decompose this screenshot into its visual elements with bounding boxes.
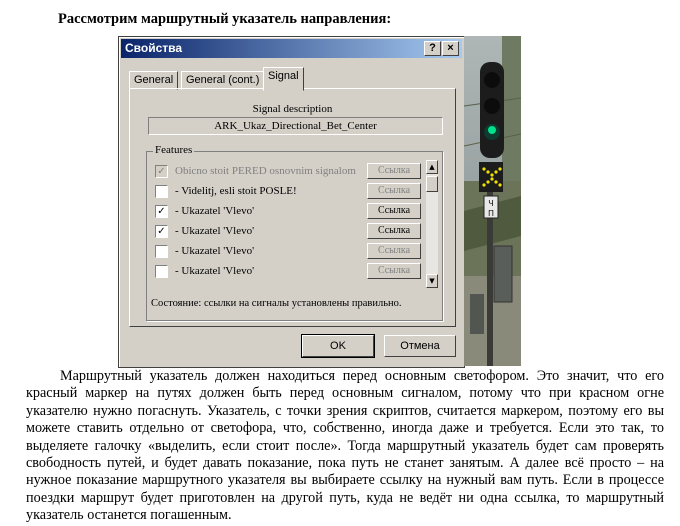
feature-row [151, 222, 423, 241]
scroll-up-icon[interactable]: ▲ [426, 160, 438, 174]
dialog-titlebar[interactable] [121, 39, 462, 58]
green-light-icon [488, 126, 496, 134]
ok-button[interactable]: OK [302, 335, 374, 357]
features-group [146, 144, 443, 321]
scroll-thumb[interactable] [426, 176, 438, 192]
feature-label: - Ukazatel 'Vlevo' [175, 205, 255, 217]
feature-checkbox[interactable]: ✓ [155, 225, 168, 238]
feature-row [151, 242, 423, 261]
equipment-box [470, 294, 484, 334]
feature-link-button[interactable]: Ссылка [367, 183, 421, 199]
feature-checkbox[interactable] [155, 265, 168, 278]
feature-label: - Ukazatel 'Vlevo' [175, 245, 255, 257]
status-text: Состояние: ссылки на сигналы установлены правильно. [151, 298, 402, 309]
feature-checkbox[interactable]: ✓ [155, 165, 168, 178]
feature-label: - Videlitj, esli stoit POSLE! [175, 185, 297, 197]
feature-row [151, 162, 423, 181]
page-heading: Рассмотрим маршрутный указатель направления: [58, 11, 392, 27]
feature-row [151, 202, 423, 221]
feature-row [151, 182, 423, 201]
feature-checkbox[interactable] [155, 185, 168, 198]
signal-description-field[interactable]: ARK_Ukaz_Directional_Bet_Center [148, 117, 443, 135]
feature-row [151, 262, 423, 281]
feature-link-button[interactable]: Ссылка [367, 263, 421, 279]
relay-box [494, 246, 512, 302]
signal-panel [129, 88, 456, 327]
properties-dialog [118, 36, 465, 368]
feature-checkbox[interactable]: ✓ [155, 205, 168, 218]
feature-link-button[interactable]: Ссылка [367, 163, 421, 179]
tab-general[interactable]: General [129, 71, 178, 90]
feature-label: - Ukazatel 'Vlevo' [175, 225, 255, 237]
tab-signal[interactable]: Signal [263, 67, 304, 91]
scroll-down-icon[interactable]: ▼ [426, 274, 438, 288]
feature-checkbox[interactable] [155, 245, 168, 258]
signal-photo [464, 36, 521, 366]
signal-illustration [464, 36, 521, 366]
feature-link-button[interactable]: Ссылка [367, 243, 421, 259]
route-indicator [479, 162, 503, 192]
svg-text:Ч: Ч [488, 199, 494, 208]
features-list [151, 162, 423, 286]
cancel-button[interactable]: Отмена [384, 335, 456, 357]
body-paragraph: Маршрутный указатель должен находиться перед основным светофором. Это значит, что его красный маркер на путях должен быть перед основным сигналом, потому что при красном огне указателю нужно погаснуть. Указатель, с точки зрения скриптов, считается маркером, поэтому его вы можете ставить отдельно от светофора, что, собственно, иногда даже и требуется. Если это так, то выделяете галочку «выделить, если стоит после». Тогда маршрутный указатель будет сам проверять свободность путей, и будет давать показание, пока путь не станет занятым. А далее всё просто – на нужное показание маршрутного указателя вы выбираете ссылку на нужный вам путь. Если в процессе поездки маршрут будет приготовлен на другой путь, куда не ведёт ни одна ссылка, то маршрутный указатель останется погашенным. [26, 368, 664, 524]
help-button[interactable]: ? [424, 41, 441, 56]
dialog-title: Свойства [125, 41, 183, 55]
feature-label: - Ukazatel 'Vlevo' [175, 265, 255, 277]
feature-label: Obicno stoit PERED osnovnim signalom [175, 165, 356, 177]
feature-link-button[interactable]: Ссылка [367, 203, 421, 219]
svg-text:П: П [487, 209, 495, 218]
features-legend: Features [155, 144, 193, 156]
tab-general-cont[interactable]: General (cont.) [181, 71, 264, 90]
features-scrollbar[interactable] [426, 160, 438, 288]
feature-link-button[interactable]: Ссылка [367, 223, 421, 239]
signal-description-label: Signal description [252, 103, 333, 115]
close-button[interactable]: × [442, 41, 459, 56]
